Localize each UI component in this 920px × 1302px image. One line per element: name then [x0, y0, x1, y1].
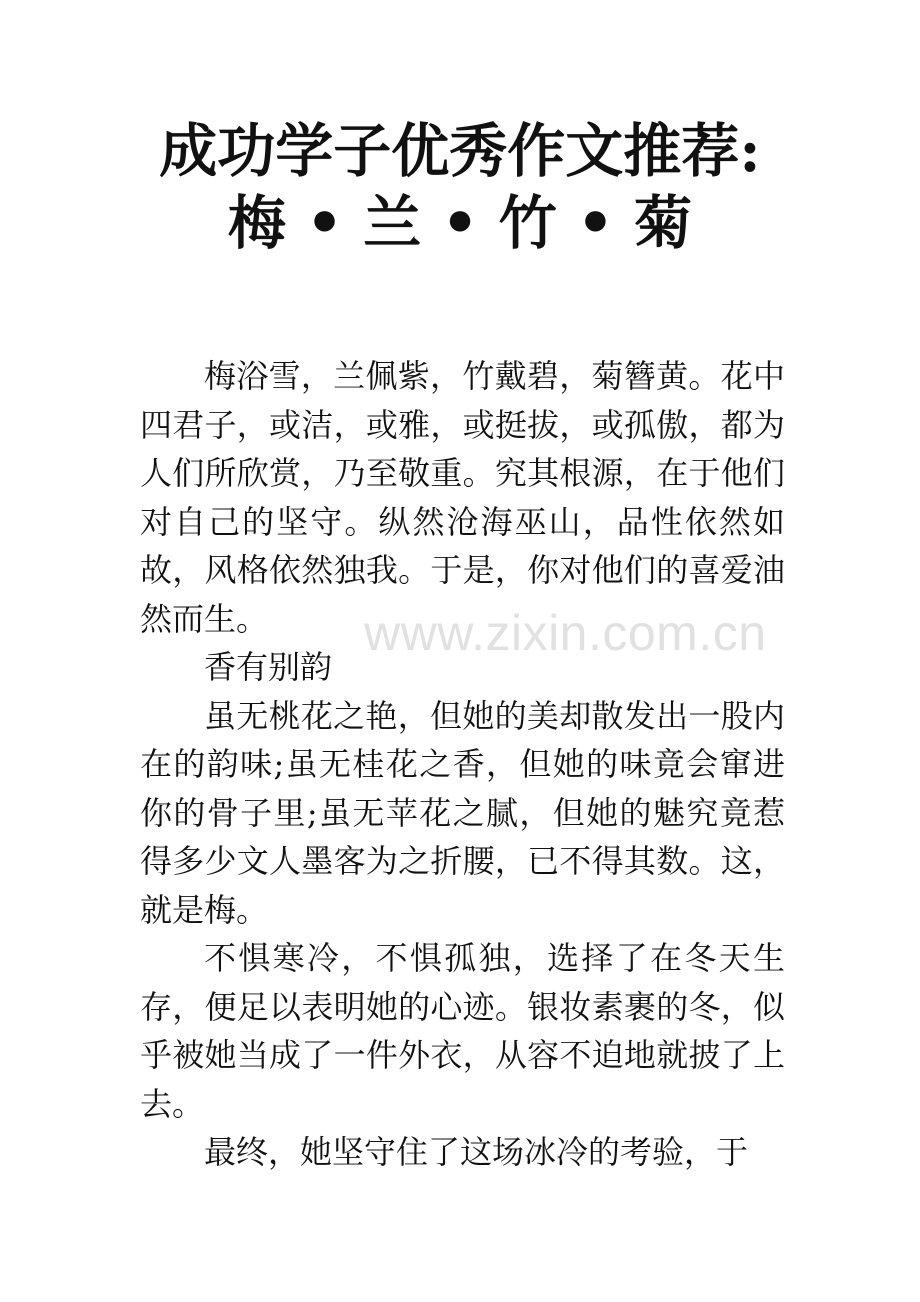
document-title-line-1: 成功学子优秀作文推荐: — [159, 117, 761, 185]
paragraph: 虽无桃花之艳，但她的美却散发出一股内在的韵味;虽无桂花之香，但她的味竟会窜进你的骨子里;虽无苹花之腻，但她的魅究竟惹得多少文人墨客为之折腰，已不得其数。这，就是梅。 — [140, 696, 785, 929]
document-body — [140, 352, 785, 1177]
document-title-line-2: 梅 • 兰 • 竹 • 菊 — [227, 189, 693, 257]
section-heading: 香有别韵 — [204, 648, 333, 686]
paragraph: 不惧寒冷，不惧孤独，选择了在冬天生存，便足以表明她的心迹。银妆素裹的冬，似乎被她当成了一件外衣，从容不迫地就披了上去。 — [140, 939, 785, 1123]
paragraph-intro: 梅浴雪，兰佩紫，竹戴碧，菊簪黄。花中四君子，或洁，或雅，或挺拔，或孤傲，都为人们所欣赏，乃至敬重。究其根源，在于他们对自己的坚守。纵然沧海巫山，品性依然如故，风格依然独我。于是，你对他们的喜爱油然而生。 — [140, 357, 785, 638]
watermark: www.zixin.com.cn — [364, 605, 767, 661]
paragraph: 最终，她坚守住了这场冰冷的考验，于 — [204, 1133, 749, 1171]
